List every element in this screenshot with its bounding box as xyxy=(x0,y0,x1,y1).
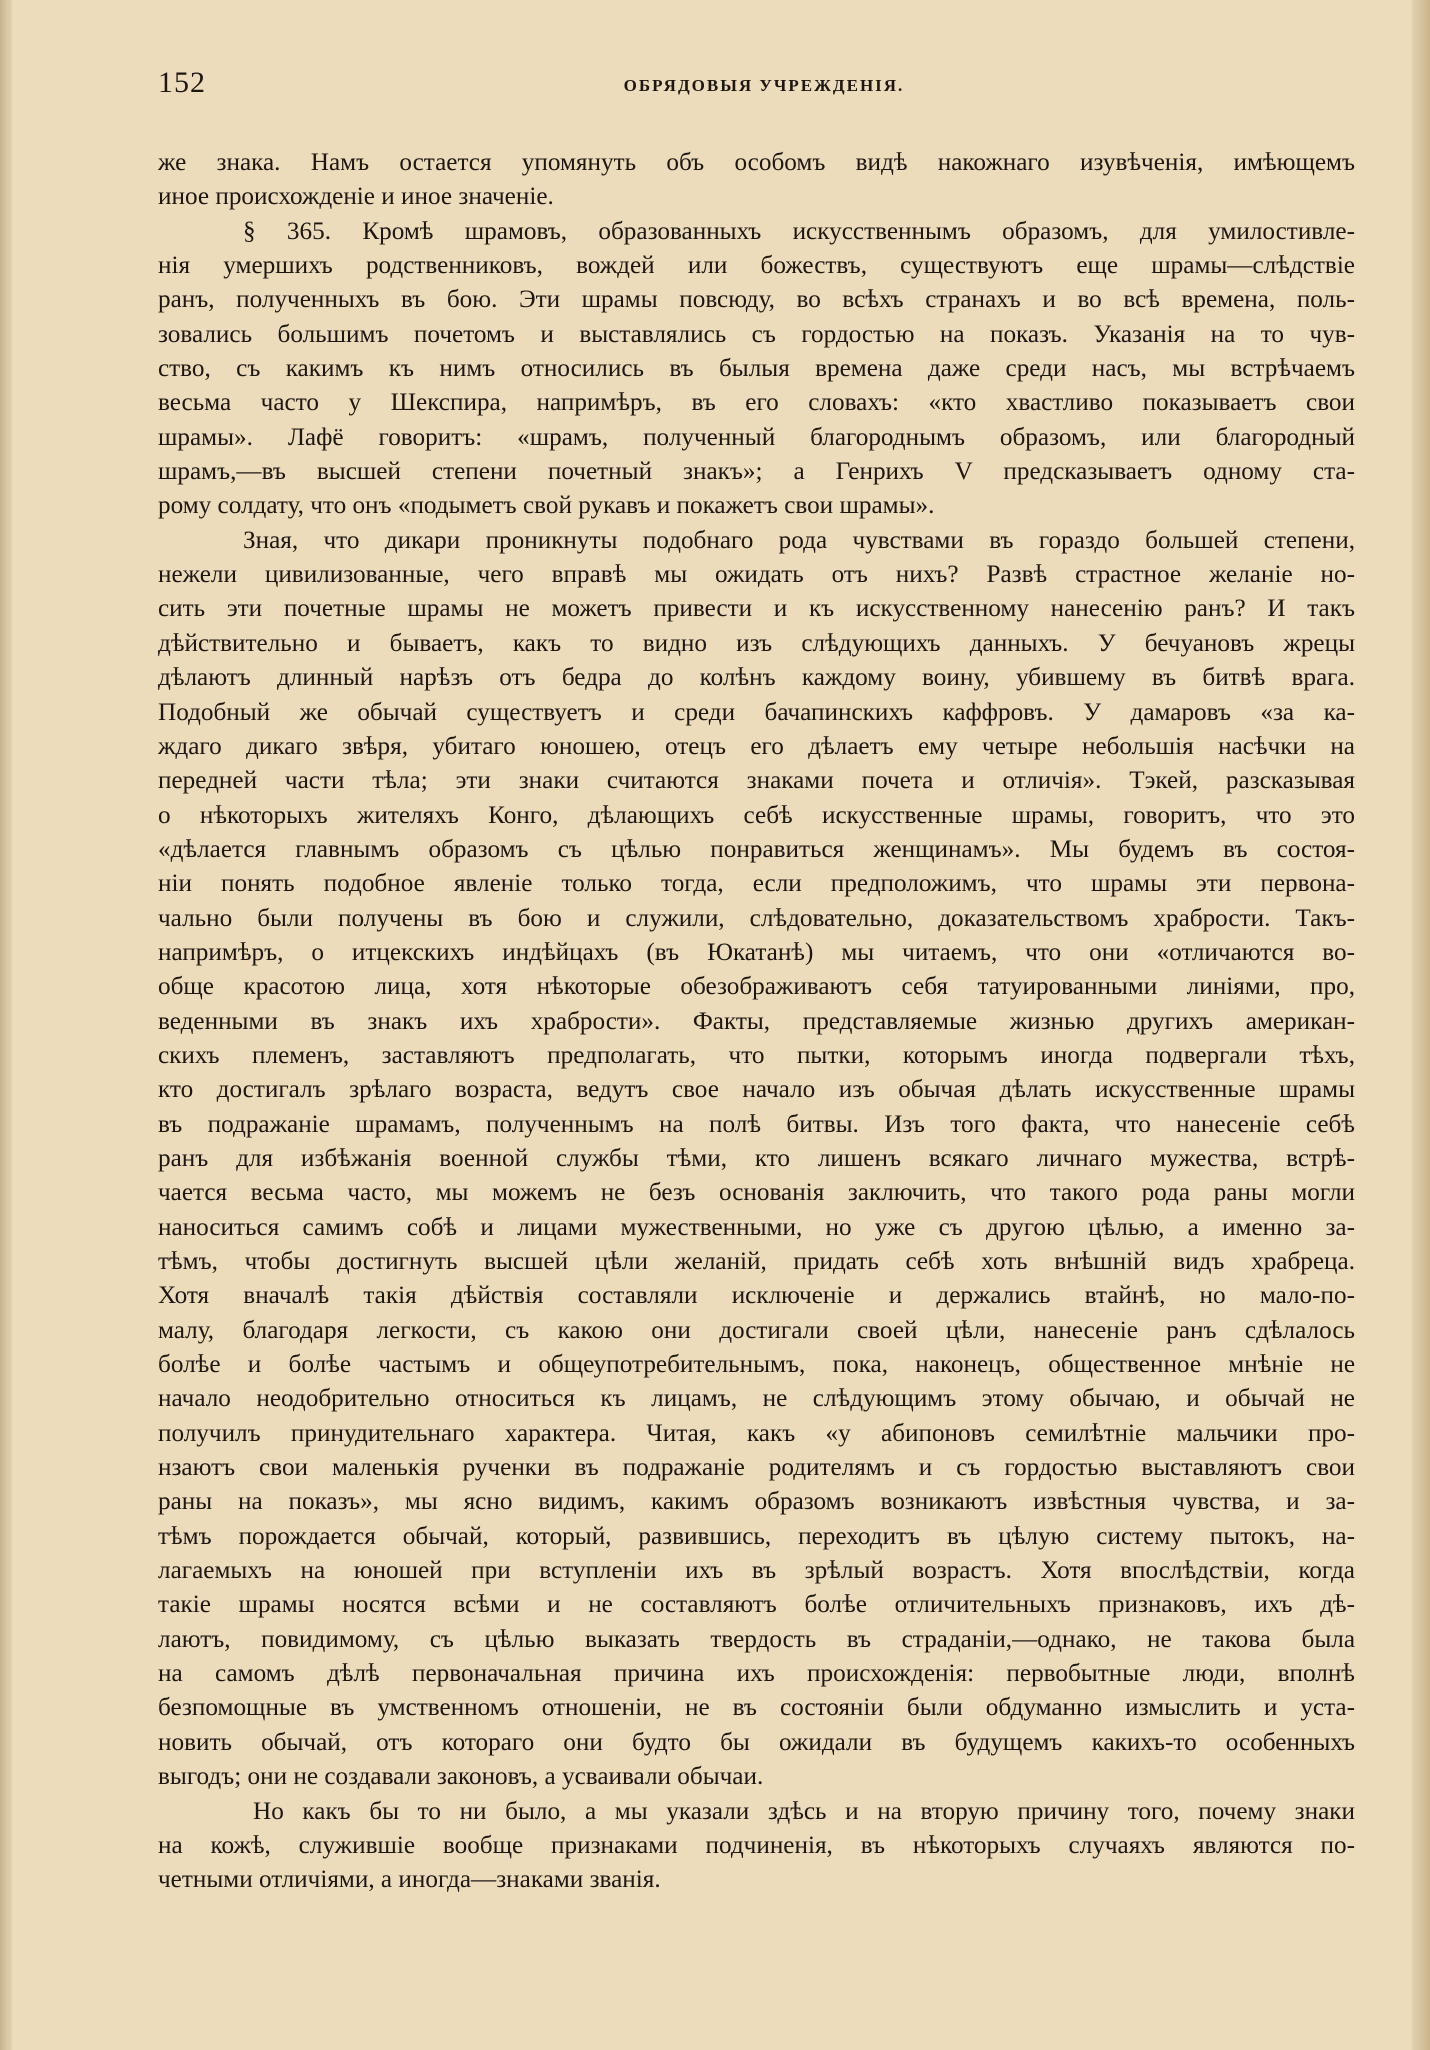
text-line: въ подражаніе шрамамъ, полученнымъ на полѣ битвы. Изъ того факта, что нанесеніе себѣ xyxy=(158,1110,1355,1138)
text-line: нзаютъ свои маленькія рученки въ подражаніе родителямъ и съ гордостью выставляютъ свои xyxy=(158,1454,1355,1482)
text-line: такіе шрамы носятся всѣми и не составляютъ болѣе отличительныхъ признаковъ, ихъ дѣ- xyxy=(158,1591,1355,1619)
text-line: дѣйствительно и бываетъ, какъ то видно изъ слѣдующихъ данныхъ. У бечуановъ жрецы xyxy=(158,629,1355,657)
text-line: скихъ племенъ, заставляютъ предполагать, что пытки, которымъ иногда подвергали тѣхъ, xyxy=(158,1041,1355,1069)
text-line: шрамы». Лафё говоритъ: «шрамъ, полученный благороднымъ образомъ, или благородный xyxy=(158,423,1355,451)
page-number: 152 xyxy=(158,66,206,99)
text-line: о нѣкоторыхъ жителяхъ Конго, дѣлающихъ себѣ искусственные шрамы, говоритъ, что это xyxy=(158,801,1355,829)
text-line: Но какъ бы то ни было, а мы указали здѣсь и на вторую причину того, почему знаки xyxy=(253,1797,1355,1825)
text-line: передней части тѣла; эти знаки считаются знаками почета и отличія». Тэкей, разсказывая xyxy=(158,767,1355,795)
text-line: малу, благодаря легкости, съ какою они достигали своей цѣли, нанесеніе ранъ сдѣлалось xyxy=(158,1316,1355,1344)
text-line: Хотя вначалѣ такія дѣйствія составляли исключеніе и держались втайнѣ, но мало-по- xyxy=(158,1282,1355,1310)
text-line: чально были получены въ бою и служили, слѣдовательно, доказательствомъ храбрости. Такъ- xyxy=(158,904,1355,932)
text-line: ство, съ какимъ къ нимъ относились въ былыя времена даже среди насъ, мы встрѣчаемъ xyxy=(158,355,1355,383)
text-line: нія умершихъ родственниковъ, вождей или божествъ, существуютъ еще шрамы—слѣдствіе xyxy=(158,252,1355,280)
text-line: рому солдату, что онъ «подыметъ свой рукавъ и покажетъ свои шрамы». xyxy=(158,492,935,520)
text-line: нежели цивилизованные, чего вправѣ мы ожидать отъ нихъ? Развѣ страстное желаніе но- xyxy=(158,561,1355,589)
text-line: наноситься самимъ собѣ и лицами мужественными, но уже съ другою цѣлью, а именно за- xyxy=(158,1213,1355,1241)
text-line: четными отличіями, а иногда—знаками званія. xyxy=(158,1866,661,1894)
text-line: обще красотою лица, хотя нѣкоторые обезображиваютъ себя татуированными линіями, про, xyxy=(158,973,1355,1001)
text-line: безпомощные въ умственномъ отношеніи, не въ состояніи были обдуманно измыслить и уста- xyxy=(158,1694,1355,1722)
text-line: лагаемыхъ на юношей при вступленіи ихъ въ зрѣлый возрастъ. Хотя впослѣдствіи, когда xyxy=(158,1557,1355,1585)
text-line: кто достигалъ зрѣлаго возраста, ведутъ свое начало изъ обычая дѣлать искусственные шрамы xyxy=(158,1076,1355,1104)
text-line: получилъ принудительнаго характера. Читая, какъ «у абипоновъ семилѣтніе мальчики про- xyxy=(158,1419,1355,1447)
text-line: ніи понять подобное явленіе только тогда, если предположимъ, что шрамы эти первона- xyxy=(158,870,1355,898)
text-line: напримѣръ, о итцекскихъ индѣйцахъ (въ Юкатанѣ) мы читаемъ, что они «отличаются во- xyxy=(158,938,1355,966)
text-line: ждаго дикаго звѣря, убитаго юношею, отецъ его дѣлаетъ ему четыре небольшія насѣчки на xyxy=(158,732,1355,760)
text-line: сить эти почетные шрамы не можетъ привести и къ искусственному нанесенію ранъ? И такъ xyxy=(158,595,1355,623)
text-line: дѣлаютъ длинный нарѣзъ отъ бедра до колѣнъ каждому воину, убившему въ битвѣ врага. xyxy=(158,664,1355,692)
text-line: болѣе и болѣе частымъ и общеупотребительнымъ, пока, наконецъ, общественное мнѣніе не xyxy=(158,1351,1355,1379)
left-page-edge xyxy=(0,0,12,2050)
text-line: шрамъ,—въ высшей степени почетный знакъ»; а Генрихъ V предсказываетъ одному ста- xyxy=(158,458,1355,486)
body-text xyxy=(158,146,1355,1898)
text-line: ранъ, полученныхъ въ бою. Эти шрамы повсюду, во всѣхъ странахъ и во всѣ времена, поль- xyxy=(158,286,1355,314)
text-line: же знака. Намъ остается упомянуть объ особомъ видѣ накожнаго изувѣченія, имѣющемъ xyxy=(158,149,1355,176)
text-line: Зная, что дикари проникнуты подобнаго рода чувствами въ гораздо большей степени, xyxy=(243,526,1355,554)
text-line: чается весьма часто, мы можемъ не безъ основанія заключить, что такого рода раны могли xyxy=(158,1179,1355,1207)
text-line: иное происхожденіе и иное значеніе. xyxy=(158,183,554,211)
text-line: начало неодобрительно относиться къ лицамъ, не слѣдующимъ этому обычаю, и обычай не xyxy=(158,1385,1355,1413)
running-title: ОБРЯДОВЫЯ УЧРЕЖДЕНІЯ. xyxy=(623,76,905,95)
text-line: § 365. Кромѣ шрамовъ, образованныхъ искусственнымъ образомъ, для умилостивле- xyxy=(243,217,1355,245)
page-header xyxy=(158,66,1370,106)
right-page-edge xyxy=(1412,0,1430,2050)
text-line: лаютъ, повидимому, съ цѣлью выказать твердость въ страданіи,—однако, не такова была xyxy=(158,1625,1355,1653)
text-line: выгодъ; они не создавали законовъ, а усваивали обычаи. xyxy=(158,1763,764,1791)
text-line: тѣмъ, чтобы достигнуть высшей цѣли желаній, придать себѣ хоть внѣшній видъ храбреца. xyxy=(158,1248,1355,1275)
text-line: раны на показъ», мы ясно видимъ, какимъ образомъ возникаютъ извѣстныя чувства, и за- xyxy=(158,1488,1355,1516)
text-line: новить обычай, отъ котораго они будто бы ожидали въ будущемъ какихъ-то особенныхъ xyxy=(158,1728,1355,1756)
text-line: Подобный же обычай существуетъ и среди бачапинскихъ каффровъ. У дамаровъ «за ка- xyxy=(158,698,1355,726)
text-line: ранъ для избѣжанія военной службы тѣми, кто лишенъ всякаго личнаго мужества, встрѣ- xyxy=(158,1144,1355,1172)
text-line: «дѣлается главнымъ образомъ съ цѣлью понравиться женщинамъ». Мы будемъ въ состоя- xyxy=(158,835,1355,863)
text-line: веденными въ знакъ ихъ храбрости». Факты, представляемые жизнью другихъ американ- xyxy=(158,1007,1355,1035)
text-line: на кожѣ, служившіе вообще признаками подчиненія, въ нѣкоторыхъ случаяхъ являются по- xyxy=(158,1831,1355,1859)
text-line: весьма часто у Шекспира, напримѣръ, въ его словахъ: «кто хвастливо показываетъ свои xyxy=(158,389,1355,417)
text-line: на самомъ дѣлѣ первоначальная причина ихъ происхожденія: первобытные люди, вполнѣ xyxy=(158,1660,1355,1688)
text-line: зовались большимъ почетомъ и выставлялись съ гордостью на показъ. Указанія на то чув- xyxy=(158,320,1355,348)
text-line: тѣмъ порождается обычай, который, развившись, переходитъ въ цѣлую систему пытокъ, на- xyxy=(158,1522,1355,1550)
